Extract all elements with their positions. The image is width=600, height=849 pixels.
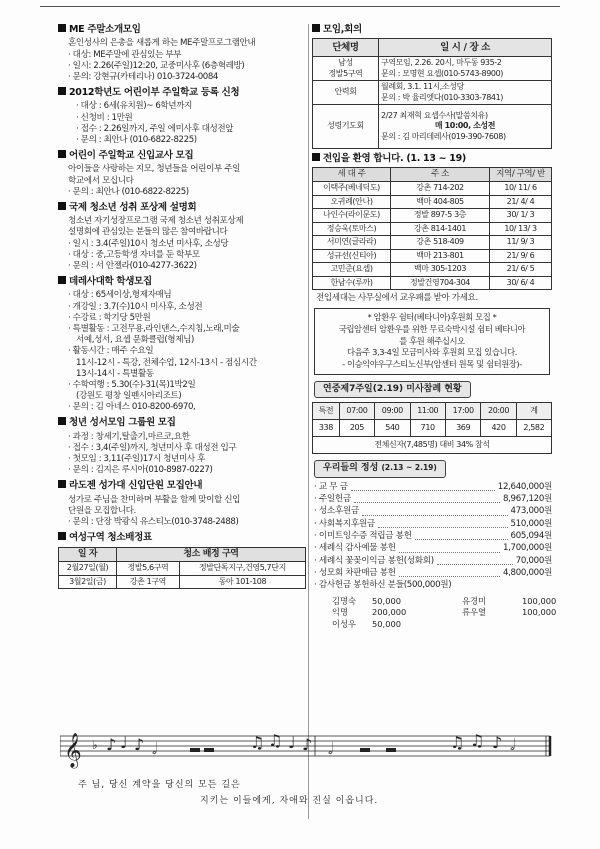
offering-row bbox=[312, 519, 552, 531]
table-header: 계 bbox=[516, 403, 551, 420]
donor-amount: 100,000 bbox=[522, 607, 557, 618]
me-section bbox=[58, 24, 306, 83]
table-header: 청소 배정 구역 bbox=[117, 547, 306, 562]
offering-label: · 교 무 금 bbox=[314, 481, 348, 492]
table-row bbox=[313, 222, 552, 236]
donor-name: 김명숙 bbox=[332, 595, 357, 606]
table-header: 특전 bbox=[313, 403, 340, 420]
table-cell: 540 bbox=[375, 420, 410, 437]
square-bullet-icon bbox=[58, 87, 66, 95]
table-row bbox=[313, 57, 552, 81]
offering-amount: 70,000원 bbox=[515, 555, 552, 566]
table-cell: 백마 213-801 bbox=[391, 249, 490, 263]
svg-text:♫: ♫ bbox=[268, 731, 283, 750]
square-bullet-icon bbox=[58, 202, 66, 210]
svg-text:♫: ♫ bbox=[470, 731, 485, 750]
school-section bbox=[58, 87, 306, 146]
text-line: · 수강료 : 학기당 5만원 bbox=[68, 312, 151, 323]
table-cell: 30/ 6/ 4 bbox=[490, 276, 552, 290]
square-bullet-icon bbox=[58, 276, 66, 284]
text-line: · 문의 : 최안나 (010-6822-8225) bbox=[76, 134, 197, 145]
text-line: · 문의 : 서 안젤라(010-4277-3622) bbox=[68, 260, 197, 271]
section-title: 어린이 주일학교 신입교사 모집 bbox=[58, 150, 306, 162]
text-line: · 문의 : 김지은 루시아(010-8987-0227) bbox=[68, 465, 213, 476]
text-line: · 수학여행 : 5.30(수)-31(목)1박2일 bbox=[68, 379, 196, 390]
offering-label: · 세례식 꽃꽂이익금 봉헌(성화회) bbox=[314, 555, 434, 566]
info-cell bbox=[379, 104, 552, 148]
table-header: 09:00 bbox=[375, 403, 410, 420]
notice-line: 를 후원 해주십시오 bbox=[399, 335, 465, 346]
table-cell: 고민준(요셉) bbox=[313, 263, 391, 277]
offering-label: · 성소후원금 bbox=[314, 506, 359, 517]
table-cell: 정발건영704-304 bbox=[391, 276, 490, 290]
table-cell: 백마 404-805 bbox=[391, 195, 490, 209]
donor-name: 류우열 bbox=[462, 607, 487, 618]
text-line: · 개강일 : 3.7(수)10시 미사후, 소성전 bbox=[68, 301, 203, 312]
transfer-section bbox=[312, 153, 552, 305]
offering-amount: 1,700,000원 bbox=[502, 543, 552, 554]
text-line: · 대상: ME주말에 관심있는 부부 bbox=[68, 49, 182, 60]
table-cell: 백마 305-1203 bbox=[391, 263, 490, 277]
svg-text:♭: ♭ bbox=[92, 738, 98, 752]
table-cell: 710 bbox=[410, 420, 445, 437]
svg-text:♪: ♪ bbox=[492, 733, 503, 752]
offering-label: · 세례식 감사예물 봉헌 bbox=[314, 543, 396, 554]
svg-text:𝅗𝅥: 𝅗𝅥 bbox=[152, 739, 158, 758]
text-line: 단원을 모집합니다. bbox=[68, 505, 136, 516]
offering-thanks: · 감사헌금 봉헌하신 분들(500,000원) bbox=[314, 580, 452, 591]
notice-line: 다음주 3,3-4일 모금미사와 후원회 모집 있습니다. bbox=[347, 347, 517, 358]
offering-label: · 이미트잉수증 적립금 봉헌 bbox=[314, 531, 412, 542]
info-line: 문의 : 김 마리데레사(019-390-7608) bbox=[381, 131, 506, 141]
group-name: 정발5구역 bbox=[328, 68, 363, 78]
notice-line: * 암환우 쉼터(베타니아)후원회 모집 * bbox=[367, 312, 497, 323]
square-bullet-icon bbox=[312, 153, 320, 161]
text-line: · 일시: 2.26(주일)12:20, 교중미사후 (6층혁레방) bbox=[68, 60, 245, 71]
table-cell: 정발단독지구,건영5,7단지 bbox=[179, 562, 305, 575]
table-row bbox=[313, 437, 552, 454]
square-bullet-icon bbox=[58, 150, 66, 158]
section-title: 청년 성서모임 그룹원 모집 bbox=[58, 417, 306, 429]
square-bullet-icon bbox=[58, 532, 66, 540]
table-header: 일 자 bbox=[59, 547, 117, 562]
offerings-section bbox=[312, 458, 557, 630]
table-row bbox=[313, 236, 552, 250]
info-cell bbox=[379, 81, 552, 105]
offering-row bbox=[312, 482, 552, 494]
table-row bbox=[313, 249, 552, 263]
table-header: 11:00 bbox=[410, 403, 445, 420]
table-cell: 오귀례(안나) bbox=[313, 195, 391, 209]
square-bullet-icon bbox=[58, 24, 66, 32]
text-line: 아이들을 사랑하는 지모, 청년들을 어린이부 주일 bbox=[68, 164, 241, 175]
cleaning-section bbox=[58, 532, 306, 589]
table-cell: 한남수(루까) bbox=[313, 276, 391, 290]
svg-text:♩: ♩ bbox=[120, 733, 128, 752]
section-title: 여성구역 청소배정표 bbox=[58, 532, 306, 544]
table-cell: 정발5,6구역 bbox=[117, 562, 180, 575]
group-name: 남성 bbox=[338, 58, 353, 68]
table-cell: 강촌 1구역 bbox=[117, 575, 180, 588]
offering-row bbox=[312, 543, 552, 555]
group-cell bbox=[313, 57, 379, 81]
info-line: 월례회, 3.1. 11시,소성당 bbox=[381, 82, 464, 92]
offering-row bbox=[312, 506, 552, 518]
table-cell: 정발 897-5 3층 bbox=[391, 209, 490, 223]
choir-section bbox=[58, 480, 306, 528]
table-cell: 2,582 bbox=[516, 420, 551, 437]
table-header: 20:00 bbox=[481, 403, 516, 420]
left-column bbox=[58, 24, 306, 593]
info-line: 구역모임, 2.26. 20시, 마두동 935-2 bbox=[381, 58, 502, 68]
offering-row bbox=[312, 556, 552, 568]
text-line: 성가로 주님을 찬미하며 부활을 함께 맞이할 신입 bbox=[68, 494, 241, 505]
text-line: 청소년 자기성장프로그램 국제 청소년 성취포상제 bbox=[68, 216, 244, 227]
table-cell: 420 bbox=[481, 420, 516, 437]
offering-amount: 510,000원 bbox=[510, 518, 552, 529]
table-cell: 정승욱(토마스) bbox=[313, 222, 391, 236]
table-cell: 10/ 13/ 3 bbox=[490, 222, 552, 236]
text-line: 13시-14시 - 특별활동 bbox=[76, 368, 154, 379]
lyrics-line-1: 주 님, 당신 계약을 당신의 모든 길은 bbox=[78, 780, 241, 790]
group-cell bbox=[313, 104, 379, 148]
column-divider bbox=[308, 24, 309, 819]
top-rule bbox=[40, 6, 560, 7]
text-line: · 대상 : 중,고등학생 자녀를 둔 학부모 bbox=[68, 249, 200, 260]
offering-amount: 473,000원 bbox=[510, 506, 552, 517]
hospice-notice-box bbox=[314, 308, 550, 374]
info-line: 2/27 최재혁 요셉수사(말씀치유) bbox=[381, 110, 488, 120]
text-line: 혼인성사의 은총을 새롭게 하는 ME주말프로그램안내 bbox=[68, 38, 256, 49]
text-line: · 대상 : 65세이상,형제자매님 bbox=[68, 290, 172, 301]
table-cell: 30/ 1/ 3 bbox=[490, 209, 552, 223]
table-cell: 21/ 6/ 5 bbox=[490, 263, 552, 277]
donor-amount: 100,000 bbox=[522, 595, 557, 606]
group-name: 안력회 bbox=[334, 87, 357, 97]
table-row bbox=[313, 276, 552, 290]
table-row bbox=[59, 575, 306, 588]
meetings-section bbox=[312, 24, 552, 149]
donor-name: 이성우 bbox=[332, 619, 357, 630]
table-row bbox=[59, 562, 306, 575]
section-title: 연중제7주일(2.19) 미사참례 현황 bbox=[314, 381, 471, 399]
text-line: · 접수 : 3,4(주일)까지, 청년미사 후 대성전 입구 bbox=[68, 442, 237, 453]
info-line: 문의 : 박 율리엣다(010-3303-7841) bbox=[381, 92, 504, 102]
notice-line: 국립암센터 암환우를 위한 무료숙박시설 쉼터 베타니아 bbox=[338, 324, 526, 335]
group-name: 성령기도회 bbox=[327, 121, 364, 131]
table-row bbox=[313, 263, 552, 277]
svg-text:𝅗𝅥: 𝅗𝅥 bbox=[328, 739, 334, 758]
table-cell: 서미연(글라라) bbox=[313, 236, 391, 250]
info-line: 매 10:00, 소성전 bbox=[434, 121, 496, 131]
table-cell: 11/ 9/ 3 bbox=[490, 236, 552, 250]
table-row bbox=[313, 420, 552, 437]
table-row bbox=[313, 209, 552, 223]
table-header: 세 대 주 bbox=[313, 168, 391, 182]
text-line: 설명회에 관심있는 분들의 많은 참여바랍니다 bbox=[68, 227, 228, 238]
donor-name: 익명 bbox=[332, 607, 349, 618]
table-header: 07:00 bbox=[339, 403, 374, 420]
section-title: 2012학년도 어린이부 주일학교 등록 신청 bbox=[58, 87, 306, 99]
square-bullet-icon bbox=[312, 24, 320, 32]
svg-text:♩: ♩ bbox=[288, 733, 296, 752]
section-title: 모임,회의 bbox=[312, 24, 552, 36]
offering-row bbox=[312, 531, 552, 543]
table-cell: 강촌 814-1401 bbox=[391, 222, 490, 236]
notice-line: - 이승익야우구스티노신부(암센터 원목 및 쉼터원장)- bbox=[342, 358, 522, 369]
svg-text:𝅗𝅥: 𝅗𝅥 bbox=[510, 735, 516, 754]
transfer-table bbox=[312, 167, 552, 290]
table-row bbox=[313, 182, 552, 196]
text-line: · 문의 : 단장 박광식 유스티노(010-3748-2488) bbox=[68, 517, 239, 528]
table-cell: 강촌 518-409 bbox=[391, 236, 490, 250]
svg-text:♫: ♫ bbox=[450, 733, 465, 752]
text-line: · 신청비 : 1만원 bbox=[76, 112, 133, 123]
youth-section bbox=[58, 202, 306, 272]
section-title: 데레사대학 학생모집 bbox=[58, 276, 306, 288]
table-row bbox=[313, 104, 552, 148]
table-cell: 강촌 714-202 bbox=[391, 182, 490, 196]
section-title: 우리들의 정성 (2.13 ~ 2.19) bbox=[314, 460, 446, 478]
table-cell: 10/ 11/ 6 bbox=[490, 182, 552, 196]
table-cell: 205 bbox=[339, 420, 374, 437]
table-cell: 나인수(라이문도) bbox=[313, 209, 391, 223]
offering-amount: 4,800,000원 bbox=[502, 567, 552, 578]
text-line: 학교에서 모십니다 bbox=[68, 175, 134, 186]
info-line: 문의 : 모명현 요셉(010-5743-8900) bbox=[381, 68, 504, 78]
table-header: 일 시 / 장 소 bbox=[379, 39, 552, 57]
table-cell: 21/ 4/ 4 bbox=[490, 195, 552, 209]
sheet-music-image bbox=[60, 726, 552, 776]
text-line: · 특별활동 : 고전무용,라인댄스,수지침,노래,미술 bbox=[68, 323, 240, 334]
section-title: 전입을 환영 합니다. (1. 13 ~ 19) bbox=[312, 153, 552, 165]
svg-text:♪: ♪ bbox=[106, 735, 117, 754]
offering-label: · 성모회 차판매금 봉헌 bbox=[314, 567, 396, 578]
section-title: 국제 청소년 성취 포상제 설명회 bbox=[58, 202, 306, 214]
text-line: · 대상 : 6세(유치원)~ 6학년까지 bbox=[76, 101, 193, 112]
section-title: ME 주말소개모임 bbox=[58, 24, 306, 36]
offering-row bbox=[312, 568, 552, 580]
text-line: · 과정 : 창세기,탈출기,마르코,요한 bbox=[68, 431, 190, 442]
text-line: (강원도 평창 일펜시아리조트) bbox=[76, 391, 182, 402]
section-title: 라도젠 성가대 신입단원 모집안내 bbox=[58, 480, 306, 492]
donor-list bbox=[312, 595, 557, 630]
attendance-summary: 전체신자(7,485명) 대비 34% 참석 bbox=[313, 437, 552, 454]
attendance-table bbox=[312, 402, 552, 454]
teacher-section bbox=[58, 150, 306, 198]
lyrics-line-2: 지키는 이들에게, 자애와 진실 이옵니다. bbox=[200, 796, 379, 806]
text-line: · 일시 : 3.4(주일)10시 청소년 미사후, 소성당 bbox=[68, 238, 229, 249]
offering-amount: 12,640,000원 bbox=[497, 481, 552, 492]
donor-amount: 50,000 bbox=[372, 595, 402, 606]
table-cell: 2월27일(월) bbox=[59, 562, 117, 575]
donor-amount: 200,000 bbox=[372, 607, 407, 618]
table-header: 17:00 bbox=[445, 403, 480, 420]
text-line: · 활동시간 : 매주 수요일 bbox=[68, 346, 154, 357]
table-cell: 동아 101-108 bbox=[179, 575, 305, 588]
transfer-note: 전입세대는 사무실에서 교우패를 받아 가세요. bbox=[316, 293, 478, 304]
donor-name: 유경미 bbox=[462, 595, 487, 606]
svg-text:♫: ♫ bbox=[250, 733, 265, 752]
table-row bbox=[313, 81, 552, 105]
square-bullet-icon bbox=[58, 480, 66, 488]
table-cell: 성규선(신티아) bbox=[313, 249, 391, 263]
cleaning-table bbox=[58, 547, 306, 589]
music-staff bbox=[60, 726, 552, 816]
offering-label: · 주일헌금 bbox=[314, 494, 351, 505]
table-header: 단체명 bbox=[313, 39, 379, 57]
table-cell: 3월2일(금) bbox=[59, 575, 117, 588]
text-line: · 문의: 강현규(카테리나) 010-3724-0084 bbox=[68, 71, 218, 82]
meetings-table bbox=[312, 38, 552, 149]
info-cell bbox=[379, 57, 552, 81]
text-line: · 문의 : 김 아네스 010-8200-6970, bbox=[68, 402, 196, 413]
table-cell: 21/ 9/ 6 bbox=[490, 249, 552, 263]
group-cell bbox=[313, 81, 379, 105]
table-row bbox=[313, 403, 552, 420]
table-header: 지역/ 구역/ 반 bbox=[490, 168, 552, 182]
table-cell: 369 bbox=[445, 420, 480, 437]
offering-amount: 8,967,120원 bbox=[502, 494, 552, 505]
donor-amount: 50,000 bbox=[372, 619, 402, 630]
attendance-section bbox=[312, 379, 552, 455]
text-line: 서예,성서, 요셉 문화클럽(형제님) bbox=[76, 335, 194, 346]
square-bullet-icon bbox=[58, 417, 66, 425]
table-header: 주 소 bbox=[391, 168, 490, 182]
text-line: · 접수 : 2.26일까지, 주일 에미사후 대성전앞 bbox=[76, 123, 234, 134]
text-line: · 첫모임 : 3,11(주일)17시 청년미사 후 bbox=[68, 454, 205, 465]
text-line: · 문의 : 최안나 (010-6822-8225) bbox=[68, 186, 189, 197]
offering-amount: 605,094원 bbox=[510, 531, 552, 542]
svg-text:♪: ♪ bbox=[134, 735, 145, 754]
text-line: 11시-12시 - 특강, 전체수업, 12시-13시 - 점심시간 bbox=[76, 357, 257, 368]
bible-section bbox=[58, 417, 306, 476]
table-cell: 338 bbox=[313, 420, 340, 437]
college-section bbox=[58, 276, 306, 413]
table-cell: 이택주(베네딕도) bbox=[313, 182, 391, 196]
svg-text:♪: ♪ bbox=[302, 735, 313, 754]
right-column bbox=[312, 24, 557, 634]
offering-row bbox=[312, 494, 552, 506]
offering-label: · 사회복지후원금 bbox=[314, 518, 375, 529]
table-row bbox=[313, 195, 552, 209]
svg-text:𝄞: 𝄞 bbox=[64, 733, 82, 768]
